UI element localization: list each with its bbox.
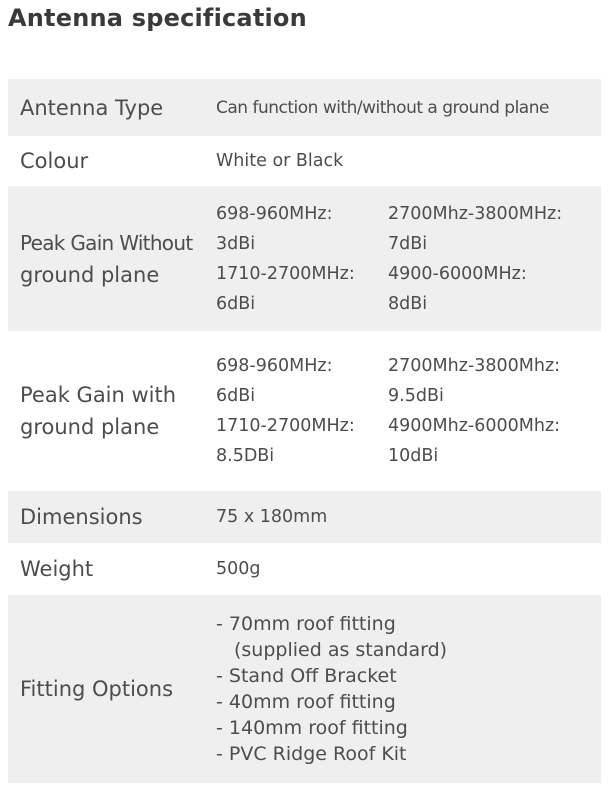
gain-value: 10dBi <box>388 446 439 466</box>
row-label-weight: Weight <box>20 557 94 581</box>
table-row-peak-gain-without <box>8 186 601 331</box>
gain-value: 6dBi <box>216 293 256 314</box>
list-item: - 40mm roof fitting <box>216 691 396 713</box>
gain-band: 4900-6000MHz: <box>388 263 527 284</box>
list-item: - PVC Ridge Roof Kit <box>216 743 407 765</box>
row-value-fitting-options <box>206 595 601 783</box>
gain-value: 8.5DBi <box>216 446 275 466</box>
gain-grid-without <box>216 199 601 319</box>
table-row-fitting-options <box>8 595 601 783</box>
row-label-colour: Colour <box>20 149 89 173</box>
spec-table <box>8 79 601 783</box>
label-line: ground plane <box>20 415 160 439</box>
gain-entry <box>216 351 388 411</box>
gain-value: 8dBi <box>388 293 428 314</box>
row-label-dimensions: Dimensions <box>20 505 143 529</box>
gain-band: 1710-2700MHz: <box>216 263 355 284</box>
gain-entry <box>388 259 588 319</box>
row-value-antenna-type: Can function with/without a ground plane <box>216 97 549 118</box>
gain-entry <box>388 411 588 471</box>
table-row-peak-gain-with <box>8 331 601 491</box>
gain-band: 2700Mhz-3800Mhz: <box>388 356 561 376</box>
gain-entry <box>388 199 588 259</box>
row-label-peak-gain-without <box>8 186 206 331</box>
gain-entry <box>216 411 388 471</box>
row-value-peak-gain-with <box>206 331 601 491</box>
list-item: - Stand Off Bracket <box>216 665 397 687</box>
row-label-fitting-options: Fitting Options <box>20 677 174 701</box>
gain-entry <box>216 259 388 319</box>
table-row-antenna-type <box>8 79 601 136</box>
gain-value: 7dBi <box>388 233 428 254</box>
row-value-weight: 500g <box>216 559 261 579</box>
gain-band: 698-960MHz: <box>216 203 333 224</box>
table-row-weight <box>8 543 601 595</box>
fitting-options-list <box>216 611 601 767</box>
gain-entry <box>216 199 388 259</box>
gain-band: 698-960MHz: <box>216 356 333 376</box>
row-value-colour: White or Black <box>216 151 344 171</box>
gain-value: 6dBi <box>216 386 256 406</box>
gain-value: 3dBi <box>216 233 256 254</box>
gain-value: 9.5dBi <box>388 386 444 406</box>
list-item: - 140mm roof fitting <box>216 717 408 739</box>
row-value-peak-gain-without <box>206 186 601 331</box>
list-item: - 70mm roof fitting <box>216 613 396 635</box>
gain-band: 1710-2700MHz: <box>216 416 355 436</box>
table-row-dimensions <box>8 491 601 543</box>
label-line: Peak Gain Without <box>20 230 193 255</box>
list-item: (supplied as standard) <box>234 639 448 661</box>
table-row-colour <box>8 136 601 186</box>
gain-grid-with <box>216 351 601 471</box>
label-line: Peak Gain with <box>20 383 177 407</box>
row-value-dimensions: 75 x 180mm <box>216 507 328 527</box>
page-title: Antenna specification <box>8 4 307 32</box>
gain-band: 2700Mhz-3800MHz: <box>388 203 563 224</box>
row-label-antenna-type: Antenna Type <box>20 95 164 120</box>
gain-entry <box>388 351 588 411</box>
row-label-peak-gain-with <box>8 331 206 491</box>
label-line: ground plane <box>20 262 160 287</box>
gain-band: 4900Mhz-6000Mhz: <box>388 416 561 436</box>
